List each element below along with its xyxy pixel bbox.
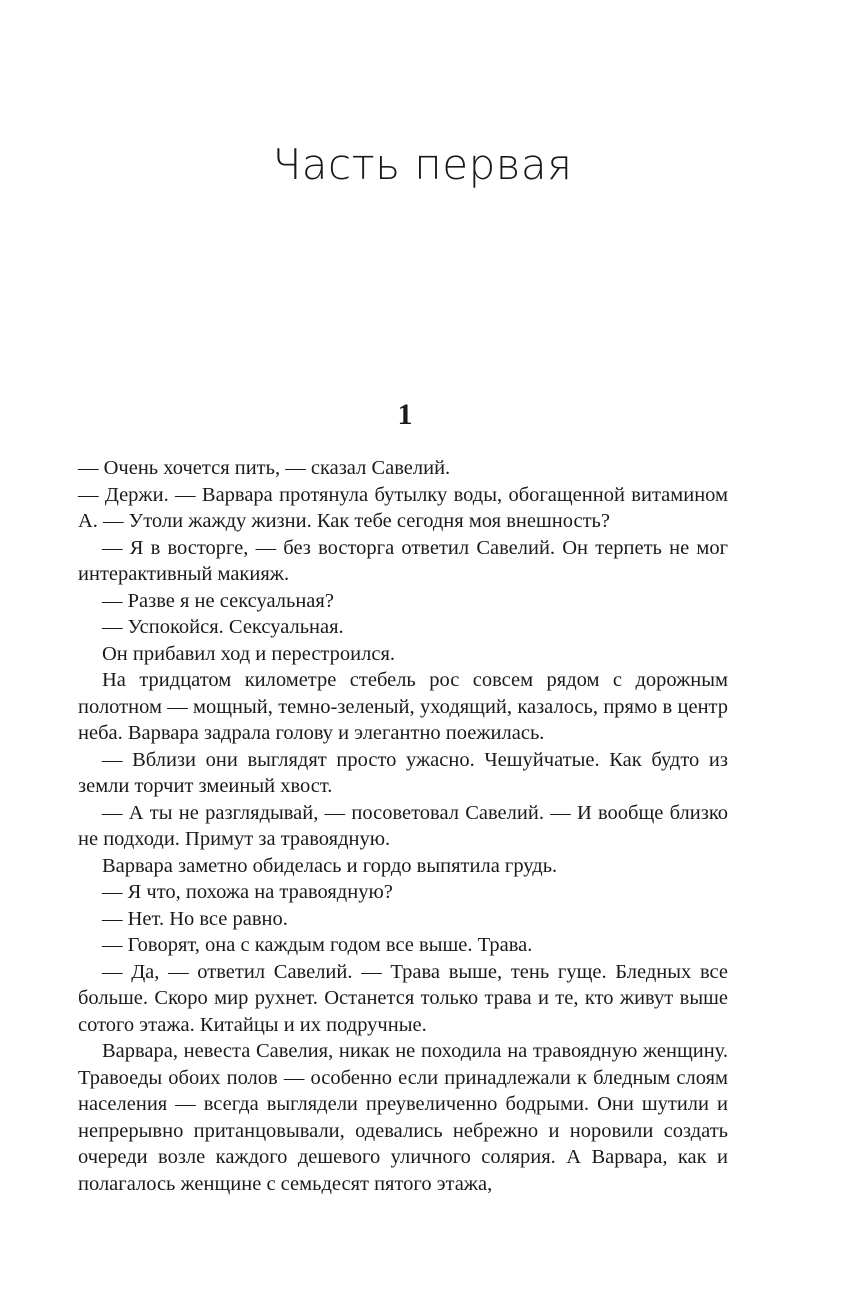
paragraph: — Успокойся. Сексуальная.: [102, 616, 344, 638]
paragraph: — Говорят, она с каждым годом все выше. Трава.: [102, 934, 533, 956]
paragraph: — А ты не разглядывай, — посоветовал Савелий. — И вообще близко не подходи. Примут за травоядную.: [78, 801, 728, 850]
paragraph: — Я что, похожа на травоядную?: [102, 881, 393, 903]
paragraph: Варвара, невеста Савелия, никак не походила на травоядную женщину. Травоеды обоих полов — особенно если принадлежали к бледным слоям населения — всегда выглядели преувеличенно бодрыми. Они шутили и непрерывно пританцовывали, одевались небрежно и норовили создать очереди возле каждого дешевого уличного солярия. А Варвара, как и полагалось женщине с семьдесят пятого этажа,: [78, 1040, 728, 1195]
chapter-number: 1: [397, 398, 413, 431]
paragraph: На тридцатом километре стебель рос совсем рядом с дорожным полотном — мощный, темно-зеленый, уходящий, казалось, прямо в центр неба. Варвара задрала голову и элегантно поежилась.: [78, 669, 728, 744]
paragraph: — Да, — ответил Савелий. — Трава выше, тень гуще. Бледных все больше. Скоро мир рухнет. Останется только трава и те, кто живут выше сотого этажа. Китайцы и их подручные.: [78, 960, 728, 1036]
paragraph: — Я в восторге, — без восторга ответил Савелий. Он терпеть не мог интерактивный макияж.: [78, 536, 728, 585]
paragraph: — Разве я не сексуальная?: [102, 589, 334, 612]
part-title: Часть первая: [272, 140, 573, 189]
paragraph: — Держи. — Варвара протянула бутылку воды, обогащенной витамином А. — Утоли жажду жизни. Как тебе сегодня моя внешность?: [78, 483, 728, 532]
paragraph: Он прибавил ход и перестроился.: [102, 642, 395, 665]
paragraph: Варвара заметно обиделась и гордо выпятила грудь.: [102, 854, 558, 877]
chapter-text: [78, 455, 728, 1197]
paragraph: — Очень хочется пить, — сказал Савелий.: [78, 457, 451, 479]
paragraph: — Вблизи они выглядят просто ужасно. Чешуйчатые. Как будто из земли торчит змеиный хвост.: [78, 748, 728, 797]
paragraph: — Нет. Но все равно.: [102, 907, 288, 930]
